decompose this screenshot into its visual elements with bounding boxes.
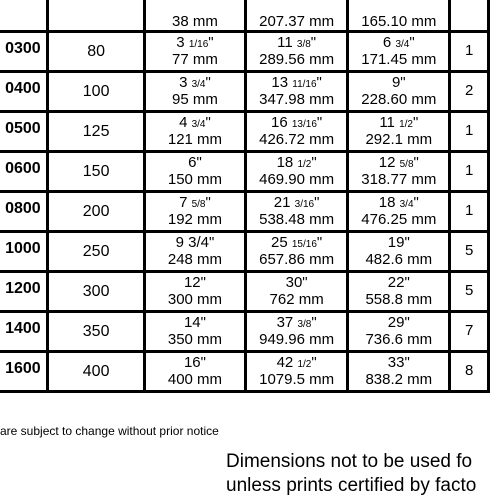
nominal-size: 400 [82, 362, 110, 380]
disclaimer-line-2: unless prints certified by facto [226, 475, 477, 496]
edge-value: 7 [465, 322, 474, 340]
inch-value [247, 275, 346, 292]
nominal-size: 100 [82, 82, 110, 100]
size-code-cell [0, 272, 48, 312]
inch-whole: 14" [183, 314, 206, 331]
inch-whole: 4 [179, 114, 188, 131]
size-code: 0500 [5, 120, 41, 138]
dimension-cell [348, 192, 450, 232]
inch-value: 25 15/16" [271, 234, 323, 251]
inch-whole: 13 [271, 74, 289, 91]
mm-value: 95 mm [172, 90, 218, 108]
size-code: 0400 [5, 80, 41, 98]
dn-cell [48, 0, 144, 32]
edge-cell [450, 152, 489, 192]
inch-fraction: 1/16 [188, 39, 209, 50]
nominal-size-cell [48, 152, 144, 192]
edge-cell [450, 32, 489, 72]
inch-whole: 21 [273, 194, 291, 211]
table-row [0, 152, 489, 192]
inch-fraction: 13/16 [291, 119, 317, 130]
mm-value: 469.90 mm [259, 170, 335, 188]
size-code: 1000 [5, 240, 41, 258]
mm-value: 121 mm [167, 130, 223, 148]
nominal-size-cell [48, 192, 144, 232]
nominal-size: 150 [82, 162, 110, 180]
code-cell [0, 0, 48, 32]
inch-whole: 22" [387, 274, 410, 291]
nominal-size-cell [48, 312, 144, 352]
dimension-cell [348, 232, 450, 272]
nominal-size-cell [48, 232, 144, 272]
mm-value: 657.86 mm [259, 250, 335, 268]
mm-value: 426.72 mm [259, 130, 335, 148]
mm-value: 150 mm [167, 170, 223, 188]
edge-value: 1 [465, 202, 474, 220]
dimension-cell [348, 312, 450, 352]
table-row [0, 192, 489, 232]
edge-value: 1 [465, 122, 474, 140]
dimension-cell [144, 352, 245, 392]
size-code-cell [0, 352, 48, 392]
inch-whole: 11 [379, 114, 395, 131]
table-row-partial [0, 0, 489, 32]
inch-whole: 12" [183, 274, 206, 291]
inch-value: 37 3/8" [276, 314, 317, 331]
size-code-cell [0, 112, 48, 152]
dimension-cell [144, 112, 245, 152]
nominal-size: 250 [82, 242, 110, 260]
dimension-cell [348, 32, 450, 72]
inch-whole: 6 [382, 34, 392, 51]
mm-value: 38 mm [172, 12, 218, 30]
size-code: 1600 [5, 360, 41, 378]
inch-value: 7 5/8" [179, 194, 211, 211]
mm-value: 207.37 mm [259, 12, 335, 30]
size-code: 0600 [5, 160, 41, 178]
inch-fraction: 1/2 [399, 119, 413, 130]
inch-value: 4 3/4" [179, 114, 211, 131]
inch-whole: 33" [387, 354, 410, 371]
mm-value: 350 mm [167, 330, 223, 348]
table-row [0, 72, 489, 112]
mm-value: 347.98 mm [259, 90, 335, 108]
dimension-cell [348, 272, 450, 312]
inch-value [146, 315, 244, 332]
mm-value: 248 mm [167, 250, 223, 268]
size-code: 0800 [5, 200, 41, 218]
size-code: 1200 [5, 280, 41, 298]
inch-whole: 37 [276, 314, 294, 331]
dimension-cell [348, 152, 450, 192]
inch-fraction: 3/16 [294, 199, 315, 210]
inch-value: 3 1/16" [176, 34, 214, 51]
mm-value: 1079.5 mm [259, 370, 335, 388]
mm-value: 538.48 mm [259, 210, 335, 228]
inch-fraction: 3/8 [297, 319, 312, 330]
size-code: 0300 [5, 40, 41, 58]
inch-fraction: 15/16 [291, 239, 317, 250]
size-code-cell [0, 232, 48, 272]
dim-cell [144, 0, 245, 32]
inch-value [349, 75, 448, 92]
dimension-cell [144, 32, 245, 72]
dimension-cell [246, 32, 348, 72]
mm-value: 482.6 mm [365, 250, 433, 268]
size-code: 1400 [5, 320, 41, 338]
dimension-cell [144, 272, 245, 312]
dimension-cell [348, 72, 450, 112]
mm-value: 736.6 mm [365, 330, 433, 348]
inch-value: 12 5/8" [378, 154, 419, 171]
size-code-cell [0, 192, 48, 232]
inch-whole: 9 3/4" [175, 234, 215, 251]
nominal-size: 200 [82, 202, 110, 220]
mm-value: 476.25 mm [361, 210, 437, 228]
mm-value: 400 mm [167, 370, 223, 388]
inch-fraction: 1/2 [297, 159, 312, 170]
table-row [0, 352, 489, 392]
nominal-size: 350 [82, 322, 110, 340]
dimension-cell [348, 112, 450, 152]
inch-value [146, 235, 244, 252]
inch-value: 3 3/4" [179, 74, 211, 91]
mm-value: 289.56 mm [259, 50, 335, 68]
nominal-size-cell [48, 352, 144, 392]
inch-fraction: 3/4 [399, 199, 414, 210]
inch-fraction: 3/8 [296, 39, 311, 50]
mm-value: 171.45 mm [361, 50, 437, 68]
inch-value [349, 235, 448, 252]
edge-value: 5 [465, 242, 474, 260]
mm-value: 300 mm [167, 290, 223, 308]
nominal-size-cell [48, 112, 144, 152]
edge-value: 1 [465, 42, 474, 60]
inch-whole: 3 [176, 34, 185, 51]
inch-fraction: 3/4 [191, 79, 206, 90]
edge-value: 1 [465, 162, 474, 180]
inch-value: 42 1/2" [276, 354, 317, 371]
inch-value [349, 275, 448, 292]
edge-value: 5 [465, 282, 474, 300]
dimension-cell [144, 72, 245, 112]
inch-whole: 9" [391, 74, 406, 91]
mm-value: 558.8 mm [365, 290, 433, 308]
dimension-cell [246, 192, 348, 232]
inch-value [349, 355, 448, 372]
inch-value [146, 155, 244, 172]
edge-cell [450, 352, 489, 392]
inch-fraction: 11/16 [292, 79, 317, 90]
inch-value: 18 1/2" [276, 154, 317, 171]
inch-whole: 42 [276, 354, 294, 371]
mm-value: 192 mm [167, 210, 223, 228]
inch-fraction: 5/8 [191, 199, 206, 210]
dimension-cell [246, 352, 348, 392]
size-code-cell [0, 32, 48, 72]
inch-value: 18 3/4" [378, 194, 419, 211]
mm-value: 949.96 mm [259, 330, 335, 348]
dimension-cell [246, 152, 348, 192]
edge-cell [450, 232, 489, 272]
edge-value: 2 [465, 82, 474, 100]
inch-whole: 25 [271, 234, 288, 251]
dim-cell [348, 0, 450, 32]
dimension-cell [246, 232, 348, 272]
dimension-cell [246, 72, 348, 112]
inch-value [146, 355, 244, 372]
mm-value: 762 mm [269, 290, 324, 308]
size-code-cell [0, 312, 48, 352]
inch-value: 13 11/16" [271, 74, 322, 91]
nominal-size: 80 [87, 42, 106, 60]
inch-value: 16 13/16" [271, 114, 323, 131]
inch-fraction: 5/8 [399, 159, 414, 170]
mm-value: 165.10 mm [361, 12, 437, 30]
dimension-cell [246, 112, 348, 152]
table-row [0, 32, 489, 72]
inch-whole: 12 [378, 154, 396, 171]
inch-whole: 3 [179, 74, 188, 91]
inch-fraction: 3/4 [191, 119, 206, 130]
mm-value: 838.2 mm [365, 370, 433, 388]
edge-cell [450, 72, 489, 112]
nominal-size-cell [48, 272, 144, 312]
inch-value [349, 315, 448, 332]
dimension-cell [246, 272, 348, 312]
nominal-size: 300 [82, 282, 110, 300]
nominal-size: 125 [82, 122, 110, 140]
inch-value: 11 1/2" [379, 114, 419, 131]
edge-value: 8 [465, 362, 474, 380]
nominal-size-cell [48, 32, 144, 72]
inch-whole: 18 [276, 154, 294, 171]
disclaimer [226, 450, 476, 498]
dim-cell [246, 0, 348, 32]
size-code-cell [0, 72, 48, 112]
inch-whole: 29" [387, 314, 410, 331]
edge-cell [450, 192, 489, 232]
inch-value: 11 3/8" [277, 34, 317, 51]
dimension-cell [144, 152, 245, 192]
inch-whole: 18 [378, 194, 396, 211]
nominal-size-cell [48, 72, 144, 112]
table-row [0, 312, 489, 352]
inch-whole: 19" [387, 234, 410, 251]
mm-value: 318.77 mm [361, 170, 437, 188]
mm-value: 292.1 mm [365, 130, 433, 148]
disclaimer-line-1: Dimensions not to be used fo [226, 451, 473, 472]
inch-fraction: 1/2 [297, 359, 312, 370]
dimension-cell [246, 312, 348, 352]
table-row [0, 272, 489, 312]
edge-cell [450, 0, 489, 32]
edge-cell [450, 112, 489, 152]
size-code-cell [0, 152, 48, 192]
inch-whole: 6" [188, 154, 202, 171]
mm-value: 228.60 mm [361, 90, 437, 108]
dimension-cell [348, 352, 450, 392]
inch-whole: 7 [179, 194, 188, 211]
inch-whole: 16 [271, 114, 288, 131]
inch-whole: 16" [183, 354, 206, 371]
table-row [0, 232, 489, 272]
dimension-cell [144, 232, 245, 272]
edge-cell [450, 272, 489, 312]
table-row [0, 112, 489, 152]
dimension-cell [144, 312, 245, 352]
inch-whole: 11 [277, 34, 293, 51]
inch-fraction: 3/4 [395, 39, 410, 50]
inch-value [146, 275, 244, 292]
inch-whole: 30" [285, 274, 308, 291]
inch-value: 6 3/4" [382, 34, 415, 51]
change-notice: are subject to change without prior notice [0, 424, 219, 438]
dimension-cell [144, 192, 245, 232]
mm-value: 77 mm [172, 50, 218, 68]
edge-cell [450, 312, 489, 352]
inch-value: 21 3/16" [273, 194, 320, 211]
